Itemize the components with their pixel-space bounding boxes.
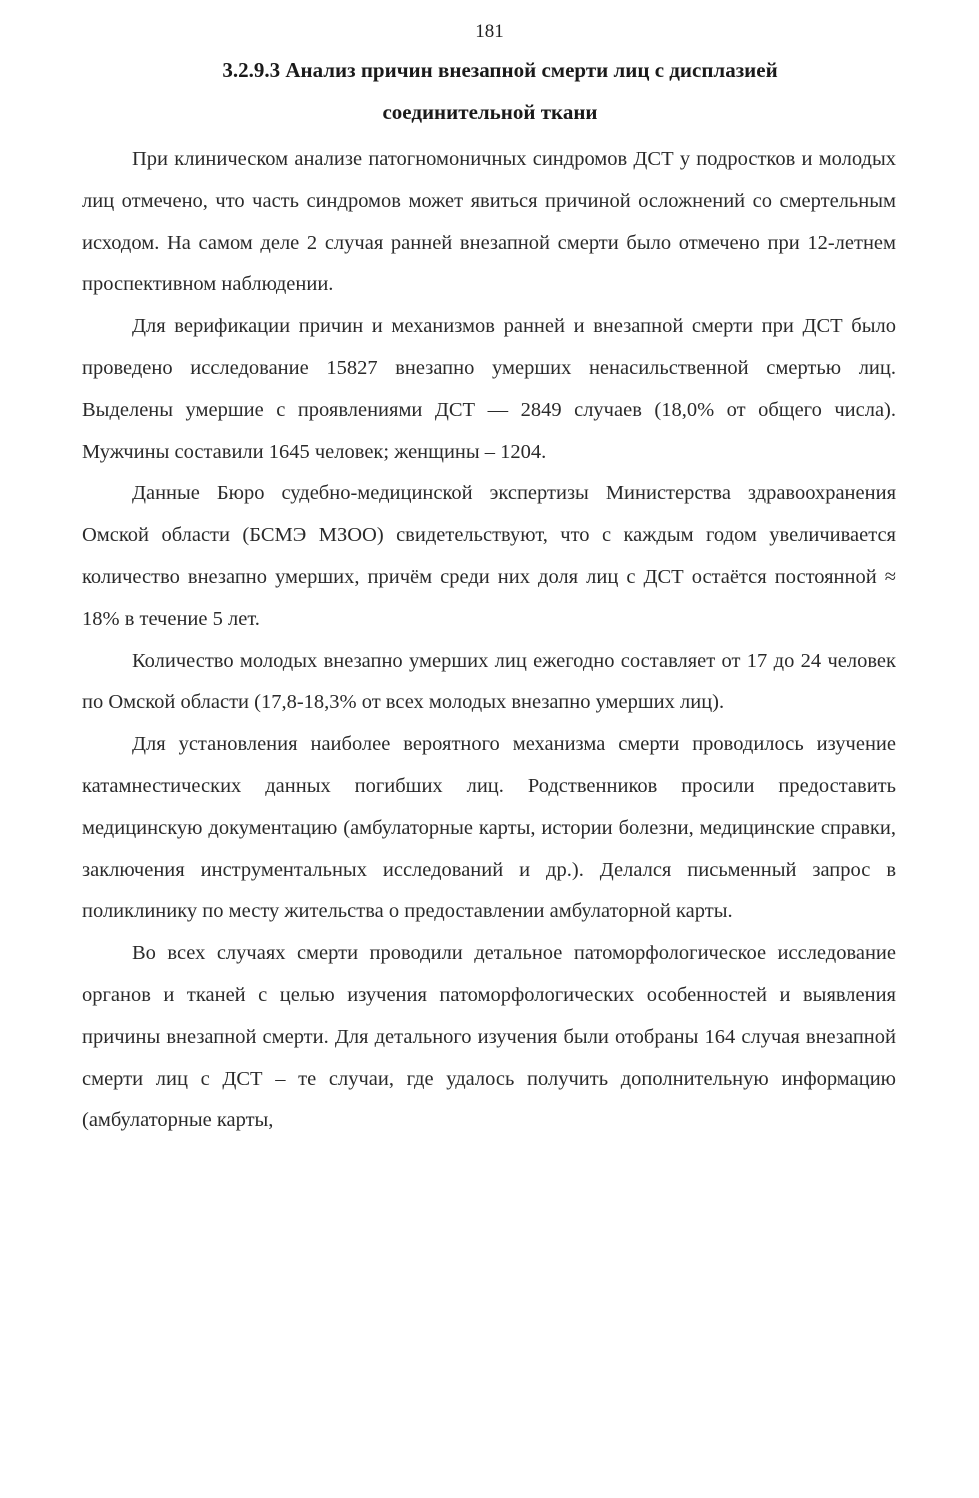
paragraph-2: Для верификации причин и механизмов ранней и внезапной смерти при ДСТ было проведено исследование 15827 внезапно умерших ненасильственной смертью лиц. Выделены умершие с проявлениями ДСТ — 2849 случаев (18,0% от общего числа). Мужчины составили 1645 человек; женщины – 1204. (82, 315, 896, 463)
paragraph-6: Во всех случаях смерти проводили детальное патоморфологическое исследование органов и тканей с целью изучения патоморфологических особенностей и выявления причины внезапной смерти. Для детального изучения были отобраны 164 случая внезапной смерти лиц с ДСТ – те случаи, где удалось получить дополнительную информацию (амбулаторные карты, (82, 942, 896, 1132)
section-heading-line-1: 3.2.9.3 Анализ причин внезапной смерти лиц с дисплазией (222, 58, 778, 82)
body-text (82, 139, 896, 1142)
paragraph-4: Количество молодых внезапно умерших лиц ежегодно составляет от 17 до 24 человек по Омской области (17,8-18,3% от всех молодых внезапно умерших лиц). (82, 649, 896, 714)
paragraph-5: Для установления наиболее вероятного механизма смерти проводилось изучение катамнестических данных погибших лиц. Родственников просили предоставить медицинскую документацию (амбулаторные карты, истории болезни, медицинские справки, заключения инструментальных исследований и др.). Делался письменный запрос в поликлинику по месту жительства о предоставлении амбулаторной карты. (82, 733, 896, 923)
paragraph-3: Данные Бюро судебно-медицинской экспертизы Министерства здравоохранения Омской области (БСМЭ МЗОО) свидетельствуют, что с каждым годом увеличивается количество внезапно умерших, причём среди них доля лиц с ДСТ остаётся постоянной ≈ 18% в течение 5 лет. (82, 482, 896, 630)
section-heading-line-2: соединительной ткани (382, 100, 598, 124)
page-number: 181 (475, 21, 504, 42)
paragraph-1: При клиническом анализе патогномоничных синдромов ДСТ у подростков и молодых лиц отмечено, что часть синдромов может явиться причиной осложнений со смертельным исходом. На самом деле 2 случая ранней внезапной смерти было отмечено при 12-летнем проспективном наблюдении. (82, 148, 896, 296)
